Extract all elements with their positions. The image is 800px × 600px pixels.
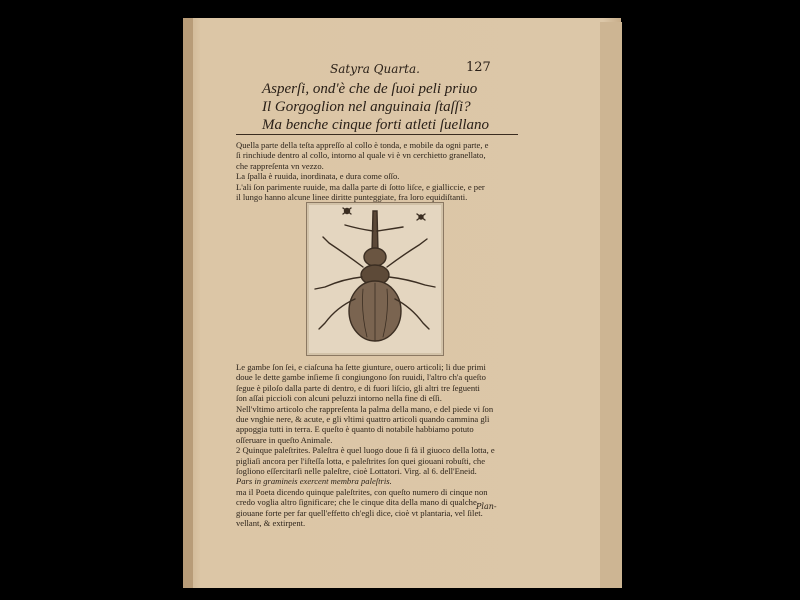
text-line: due vnghie nere, & acute, e gli vltimi quattro articoli quando cammina gli [236, 414, 490, 425]
text-line: Nell'vltimo articolo che rappreſenta la palma della mano, e del piede vi ſon [236, 403, 494, 414]
text-line: 2 Quinque paleſtrites. Paleſtra è quel luogo doue ſi fà il giuoco della lotta, e [236, 445, 495, 456]
text-line: il lungo hanno alcune linee diritte punteggiate, fra loro equidiſtanti. [236, 192, 468, 203]
verse-line-2: Il Gorgoglion nel anguinaia ſtaſſi? [262, 99, 471, 115]
weevil-illustration-icon [307, 203, 443, 355]
page-gutter [183, 18, 193, 588]
quotation-line: Pars in gramineis exercent membra paleſtris. [236, 476, 392, 487]
page-number: 127 [466, 60, 491, 75]
text-line: appoggia tutti in terra. E queſto è quanto di notabile habbiamo potuto [236, 424, 474, 435]
commentary-top [236, 140, 518, 202]
verse-line-3: Ma benche cinque forti atleti ſuellano [262, 117, 490, 133]
catchword: Plan- [476, 502, 497, 511]
text-line: La ſpalla è ruuida, inordinata, e dura come oſſo. [236, 171, 400, 182]
text-line: ſi rinchiude dentro al collo, intorno al quale vi è vn cerchietto granellato, [236, 150, 486, 161]
text-line: ſon aſſai piccioli con alcuni peluzzi intorno nella fine di eſſi. [236, 393, 442, 404]
text-line: oſſeruare in queſto Animale. [236, 434, 333, 445]
text-line: Le gambe ſon ſei, e ciaſcuna ha ſette giunture, ouero articoli; li due primi [236, 362, 486, 372]
divider-rule [236, 134, 518, 135]
text-line: che rappreſenta vn vezzo. [236, 160, 324, 171]
verse-line-1: Asperſi, ond'è che de ſuoi peli priuo [262, 81, 478, 97]
text-line: vellant, & extirpent. [236, 518, 306, 529]
text-line: doue le dette gambe inſieme ſi congiungono ſon ruuidi, l'altro ch'a queſto [236, 372, 486, 383]
text-line: Quella parte della teſta appreſſo al collo è tonda, e mobile da ogni parte, e [236, 140, 489, 150]
text-line: pigliaſi ancora per l'iſteſſa lotta, e paleſtrites ſon quei giouani robuſti, che [236, 455, 486, 466]
text-line: ſegue è piloſo dalla parte di dentro, e di fuori liſcio, gli altri tre ſeguenti [236, 382, 480, 393]
text-line: ſogliono eſſercitarſi nelle paleſtre, cioè Lottatori. Virg. al 6. dell'Eneid. [236, 466, 477, 477]
text-line: credo voglia altro ſignificare; che le cinque dita della mano di qualche [236, 497, 477, 508]
text-line: giouane forte per far quell'effetto ch'egli dice, cioè vt plantaria, vel ſilet. [236, 507, 483, 518]
text-line: ma il Poeta dicendo quinque paleſtrites, con queſto numero di cinque non [236, 486, 488, 497]
facing-page-edge [600, 22, 622, 588]
weevil-engraving [306, 202, 444, 356]
running-title: Satyra Quarta. [330, 62, 420, 76]
text-line: L'ali ſon parimente ruuide, ma dalla parte di ſotto liſce, e gialliccie, e per [236, 181, 485, 192]
